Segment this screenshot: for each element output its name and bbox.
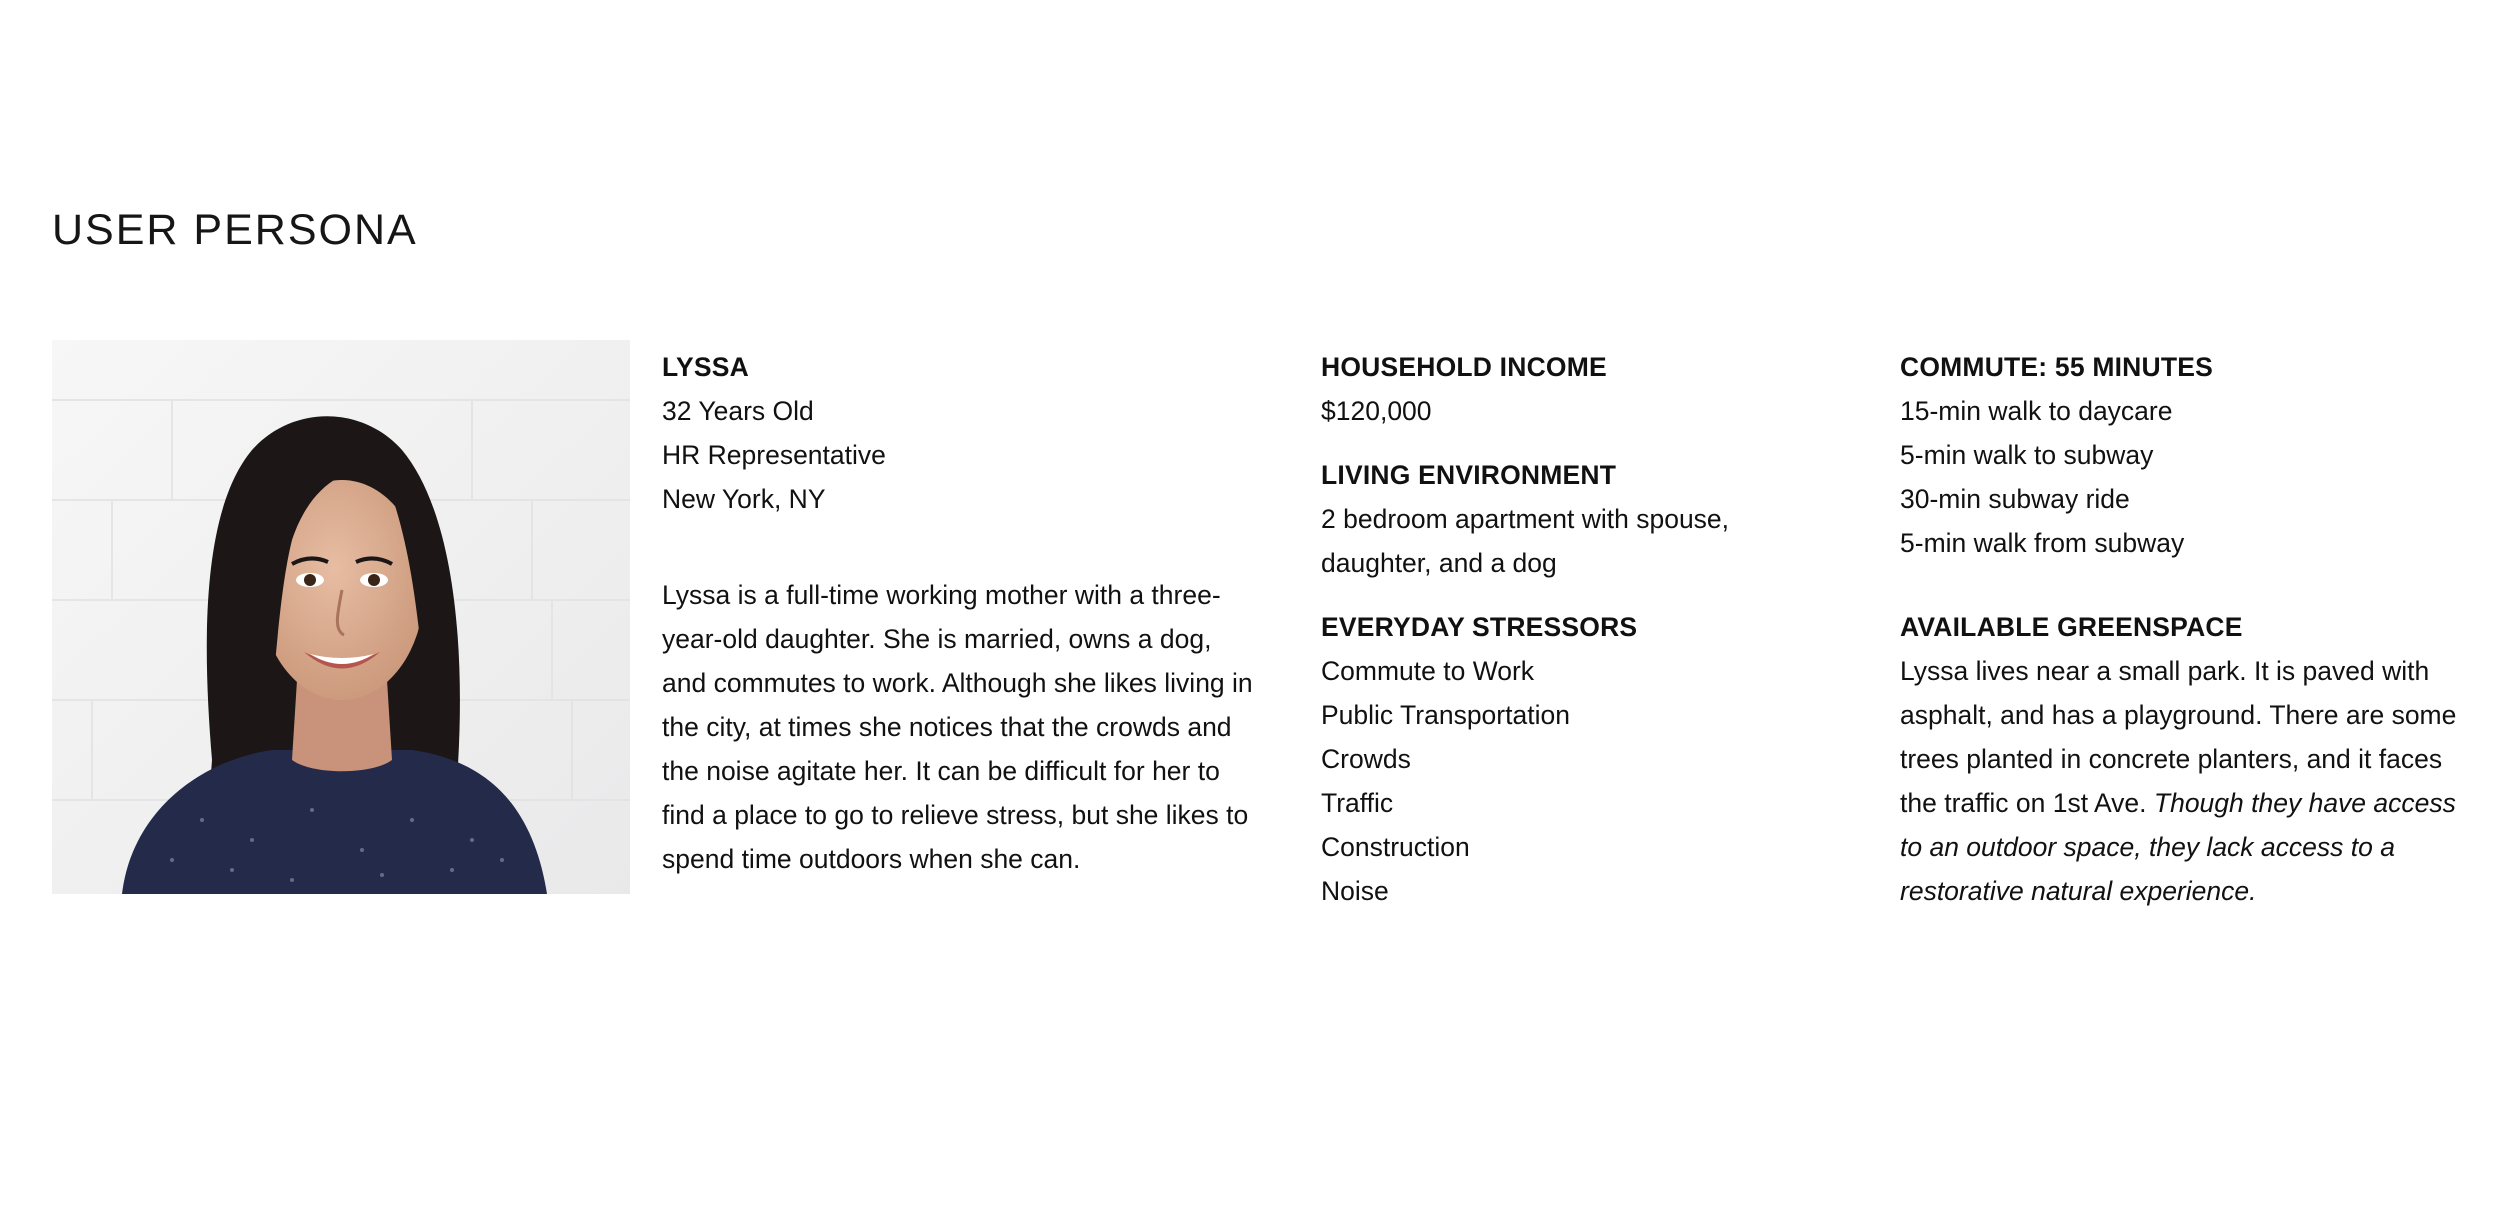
profile-column [662,345,1262,881]
greenspace-description: Lyssa lives near a small park. It is paved with asphalt, and has a playground. There are some trees planted in concrete planters, and it faces the traffic on 1st Ave. [1900,656,2457,818]
persona-age: 32 Years Old [662,396,814,426]
household-income-value: $120,000 [1321,396,1432,426]
living-environment-heading: LIVING ENVIRONMENT [1321,460,1617,490]
persona-portrait-icon [52,340,630,894]
living-environment-section [1321,453,1841,585]
commute-item: 5-min walk from subway [1900,528,2185,558]
stressor-item: Noise [1321,876,1389,906]
stressor-item: Construction [1321,832,1470,862]
stressor-item: Public Transportation [1321,700,1570,730]
living-environment-value: 2 bedroom apartment with spouse, daughter, and a dog [1321,504,1730,578]
greenspace-heading: AVAILABLE GREENSPACE [1900,612,2243,642]
everyday-stressors-heading: EVERYDAY STRESSORS [1321,612,1638,642]
commute-item: 5-min walk to subway [1900,440,2154,470]
persona-bio: Lyssa is a full-time working mother with a three-year-old daughter. She is married, owns a dog, and commutes to work. Although she likes living in the city, at times she notices that the crowds and the noise agitate her. It can be difficult for her to find a place to go to relieve stress, but she likes to spend time outdoors when she can. [662,580,1253,874]
greenspace-text [1900,656,2456,906]
stressor-item: Commute to Work [1321,656,1535,686]
household-income-heading: HOUSEHOLD INCOME [1321,352,1607,382]
everyday-stressors-section [1321,605,1841,913]
page-title: USER PERSONA [52,206,418,254]
persona-name: LYSSA [662,352,749,382]
commute-section [1900,345,2480,565]
commute-column [1900,345,2480,933]
household-income-section [1321,345,1841,433]
household-column [1321,345,1841,933]
commute-heading: COMMUTE: 55 MINUTES [1900,352,2213,382]
stressor-item: Crowds [1321,744,1411,774]
greenspace-section [1900,605,2480,913]
commute-item: 15-min walk to daycare [1900,396,2173,426]
commute-item: 30-min subway ride [1900,484,2130,514]
persona-occupation: HR Representative [662,440,886,470]
stressor-item: Traffic [1321,788,1394,818]
persona-location: New York, NY [662,484,826,514]
persona-photo [52,340,630,894]
greenspace-conclusion: Though they have access to an outdoor space, they lack access to a restorative natural experience. [1900,788,2456,906]
